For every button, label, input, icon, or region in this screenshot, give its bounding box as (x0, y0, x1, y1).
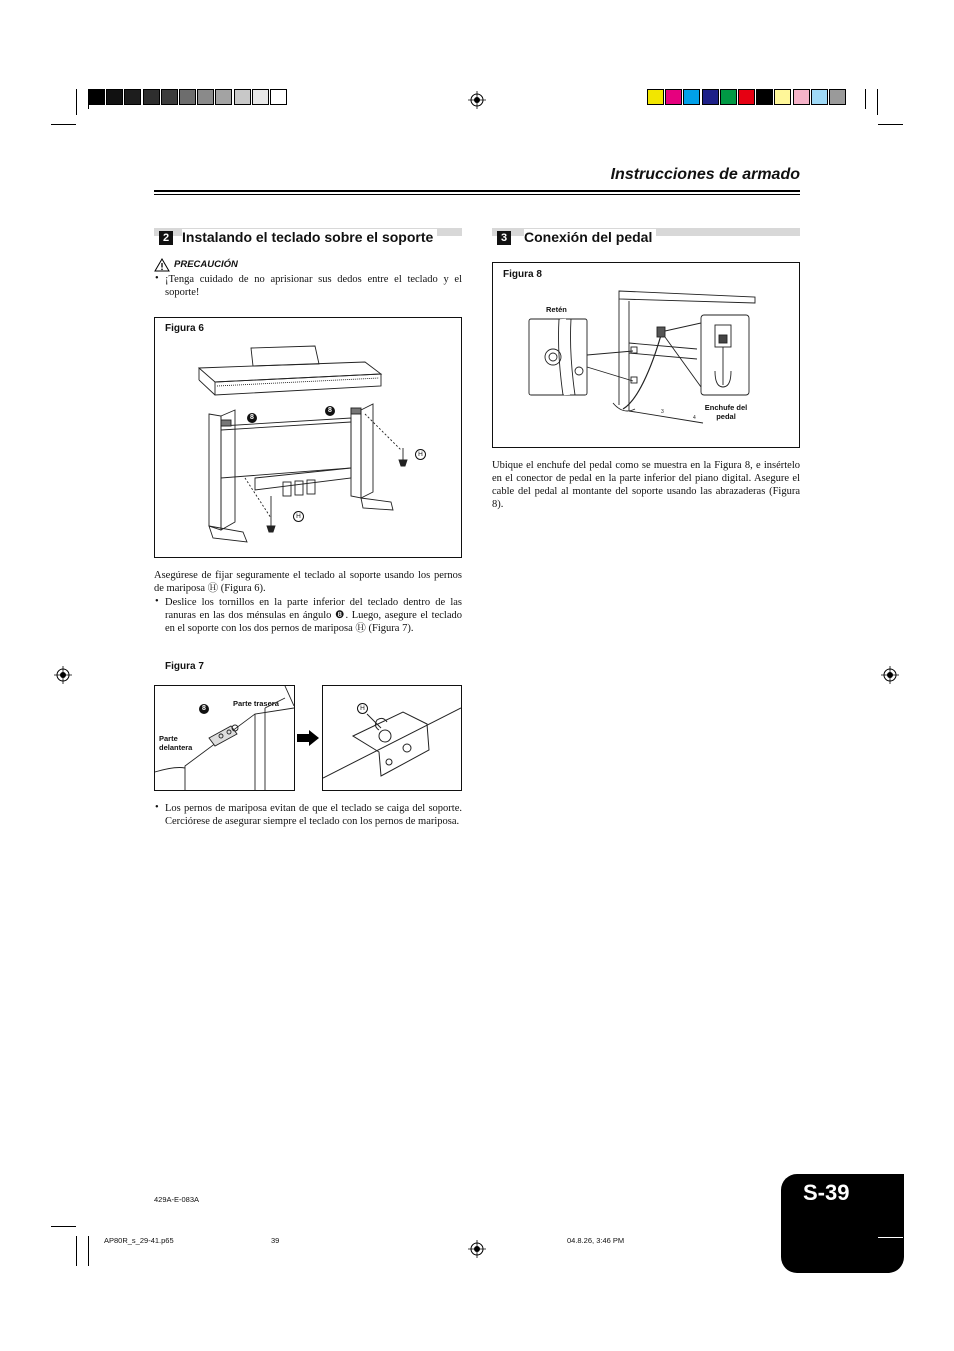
page-title: Instrucciones de armado (610, 166, 800, 183)
color-swatch-7 (774, 89, 791, 105)
marker-h-left: H (293, 511, 304, 522)
figure-7-left-panel (154, 685, 295, 791)
figure-8-illustration (493, 263, 799, 447)
section-3-paragraph: Ubique el enchufe del pedal como se muestra en la Figura 8, e insértelo en el conector de pedal en la parte inferior del piano digital. Asegure el cable del pedal al montante del soporte usando las abrazaderas (Figura 8). (492, 460, 800, 510)
header-rule (154, 190, 800, 192)
caution-bullet: ¡Tenga cuidado de no aprisionar sus dedos entre el teclado y el soporte! (165, 274, 462, 298)
rear-label: Parte trasera (233, 699, 279, 708)
gray-calibration-bar (88, 89, 306, 105)
gray-swatch-3 (143, 89, 160, 105)
section-2-number: 2 (159, 231, 173, 245)
header-rule-thin (154, 194, 800, 195)
page-badge (781, 1174, 904, 1273)
gray-swatch-4 (161, 89, 178, 105)
marker-b-fig7: 8 (199, 704, 209, 714)
gray-swatch-1 (106, 89, 123, 105)
marker-b-right: 8 (325, 406, 335, 416)
gray-swatch-8 (234, 89, 251, 105)
color-swatch-2 (683, 89, 700, 105)
footer-page: 39 (271, 1236, 280, 1245)
section-3-title: Conexión del pedal (524, 229, 656, 245)
reten-label: Retén (546, 305, 567, 314)
color-swatch-0 (647, 89, 664, 105)
footer-date: 04.8.26, 3:46 PM (567, 1236, 625, 1245)
section-2-bullet-2: Deslice los tornillos en la parte inferior del teclado dentro de las ranuras en las dos ménsulas en ángulo ❽. Luego, asegure el teclado en el soporte con los dos pernos de mariposa Ⓗ (Figura 7). (165, 597, 462, 634)
color-swatch-9 (811, 89, 828, 105)
registration-mark-bottom (468, 1240, 486, 1258)
front-label: Parte delantera (159, 734, 193, 752)
footer-file: AP80R_s_29-41.p65 (104, 1236, 174, 1245)
color-calibration-bar (647, 89, 847, 105)
figure-7-right-illustration (323, 686, 461, 790)
figure-6 (154, 317, 462, 558)
color-swatch-8 (793, 89, 810, 105)
svg-text:3: 3 (661, 409, 664, 415)
marker-h-fig7: H (357, 703, 368, 714)
gray-swatch-9 (252, 89, 269, 105)
color-swatch-6 (756, 89, 773, 105)
badge-crop-line (878, 1237, 903, 1238)
gray-swatch-0 (88, 89, 105, 105)
svg-text:4: 4 (693, 415, 696, 421)
figure-7-right-panel (322, 685, 462, 791)
color-swatch-10 (829, 89, 846, 105)
section-2-bullet-3: Los pernos de mariposa evitan de que el teclado se caiga del soporte. Cerciórese de asegurar siempre el teclado con los pernos de mariposa. (165, 803, 462, 827)
gray-swatch-5 (179, 89, 196, 105)
warning-icon (154, 258, 170, 272)
section-2-paragraph-1: Asegúrese de fijar seguramente el teclado al soporte usando los pernos de mariposa Ⓗ (Figura 6). (154, 570, 462, 594)
gray-swatch-6 (197, 89, 214, 105)
section-2-title: Instalando el teclado sobre el soporte (182, 229, 437, 245)
color-swatch-3 (702, 89, 719, 105)
registration-mark-left (54, 666, 72, 684)
marker-b-left: 8 (247, 413, 257, 423)
color-swatch-4 (720, 89, 737, 105)
bullet-3-dot: • (155, 802, 159, 813)
figure-8 (492, 262, 800, 448)
figure-8-label: Figura 8 (503, 269, 542, 280)
color-swatch-5 (738, 89, 755, 105)
section-3-number: 3 (497, 231, 511, 245)
figure-7-label: Figura 7 (165, 661, 204, 672)
figure-6-illustration (155, 318, 461, 557)
bullet-2-dot: • (155, 596, 159, 607)
registration-mark-top (468, 91, 486, 109)
marker-h-right: H (415, 449, 426, 460)
gray-swatch-7 (215, 89, 232, 105)
caution-title: PRECAUCIÓN (174, 259, 238, 270)
plug-label: Enchufe del pedal (704, 403, 748, 421)
figure-6-label: Figura 6 (165, 323, 204, 334)
arrow-right-icon (297, 730, 319, 746)
footer-code: 429A-E-083A (154, 1195, 200, 1204)
gray-swatch-2 (124, 89, 141, 105)
gray-swatch-10 (270, 89, 287, 105)
color-swatch-1 (665, 89, 682, 105)
caution-bullet-dot: • (155, 273, 159, 284)
page-badge-text: S-39 (803, 1180, 850, 1205)
registration-mark-right (881, 666, 899, 684)
